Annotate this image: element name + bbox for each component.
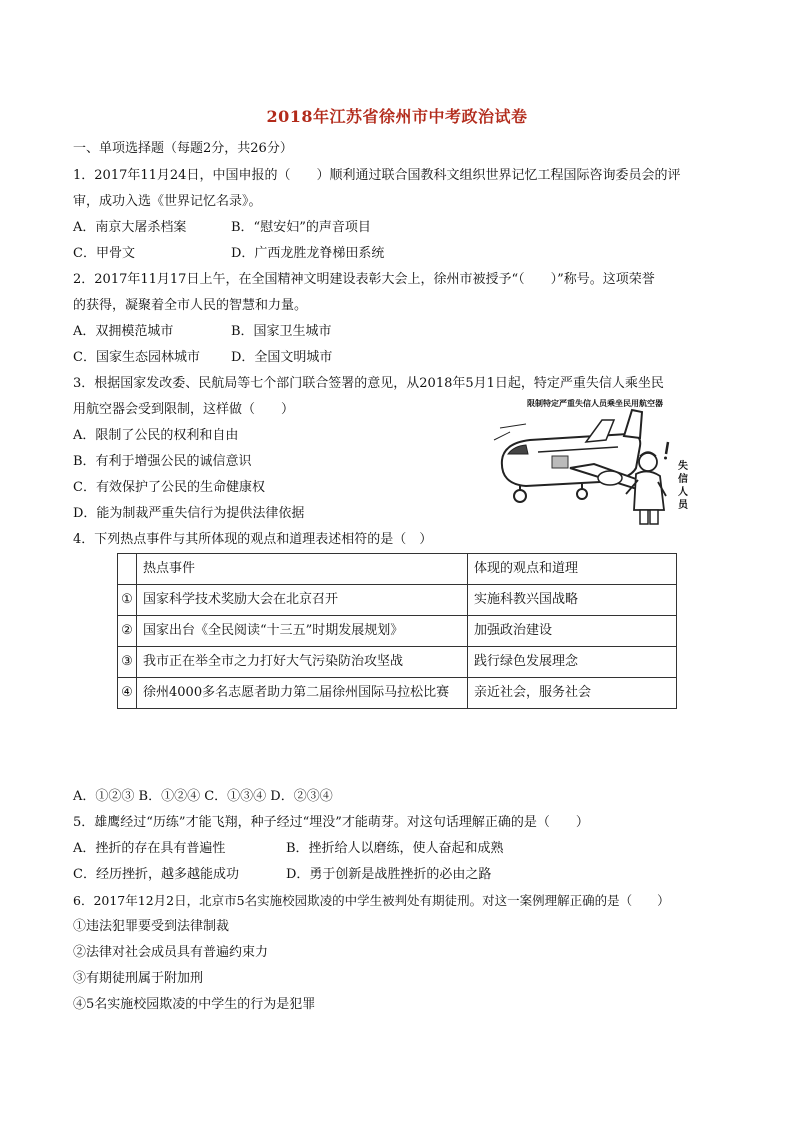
question-6-item-4: ④5名实施校园欺凌的中学生的行为是犯罪 [73,997,316,1012]
page-title: 2018年江苏省徐州市中考政治试卷 [266,107,528,126]
question-4-options: A．①②③ B．①②④ C．①③④ D．②③④ [73,789,333,804]
question-1-stem-line1: 1．2017年11月24日，中国申报的（ ）顺利通过联合国教科文组织世界记忆工程国际咨询委员会的评 [73,168,681,183]
table-row [118,647,677,678]
question-4-stem: 4．下列热点事件与其所体现的观点和道理表述相符的是（ ） [73,532,433,547]
question-3-option-d: D．能为制裁严重失信行为提供法律依据 [73,506,305,521]
airplane-illustration [490,398,700,528]
row-number: ① [118,585,137,616]
question-5-option-b: B．挫折给人以磨练，使人奋起和成熟 [286,841,504,856]
question-5-option-a: A．挫折的存在具有普遍性 [73,841,226,856]
row-number: ② [118,616,137,647]
table-row [118,585,677,616]
question-6-stem: 6．2017年12月2日，北京市5名实施校园欺凌的中学生被判处有期徒刑。对这一案例理解正确的是（ ） [73,893,670,908]
question-2-option-b: B．国家卫生城市 [231,324,332,339]
question-2-option-a: A．双拥模范城市 [73,324,174,339]
question-2-option-d: D．全国文明城市 [231,350,333,365]
row-event: 国家科学技术奖励大会在北京召开 [137,585,468,616]
question-5-option-c: C．经历挫折，越多越能成功 [73,867,239,882]
row-event: 我市正在举全市之力打好大气污染防治攻坚战 [137,647,468,678]
row-meaning: 践行绿色发展理念 [468,647,677,678]
row-event: 徐州4000多名志愿者助力第二届徐州国际马拉松比赛 [137,678,468,709]
table-header-meaning: 体现的观点和道理 [468,554,677,585]
question-1-option-d: D．广西龙胜龙脊梯田系统 [231,246,385,261]
hot-events-table [117,553,677,709]
question-6-item-3: ③有期徒刑属于附加刑 [73,971,204,986]
question-3-option-b: B．有利于增强公民的诚信意识 [73,454,252,469]
question-3-stem-line2: 用航空器会受到限制，这样做（ ） [73,402,295,417]
table-row [118,678,677,709]
airplane-cartoon-icon [490,398,700,528]
question-6-item-2: ②法律对社会成员具有普遍约束力 [73,945,269,960]
question-3-option-a: A．限制了公民的权利和自由 [73,428,239,443]
question-2-stem-line1: 2．2017年11月17日上午，在全国精神文明建设表彰大会上，徐州市被授予“（ ）”称号。这项荣誉 [73,272,655,287]
row-meaning: 实施科教兴国战略 [468,585,677,616]
question-2-option-c: C．国家生态园林城市 [73,350,200,365]
question-3-option-c: C．有效保护了公民的生命健康权 [73,480,265,495]
row-number: ③ [118,647,137,678]
table-header-event: 热点事件 [137,554,468,585]
figure-label: 失信人员 [678,461,688,511]
table-header-num [118,554,137,585]
table-row [118,616,677,647]
question-3-stem-line1: 3．根据国家发改委、民航局等七个部门联合签署的意见，从2018年5月1日起，特定严重失信人乘坐民 [73,376,664,391]
section-heading: 一、单项选择题（每题2分，共26分） [73,141,293,156]
table-header-row [118,554,677,585]
question-1-option-a: A．南京大屠杀档案 [73,220,187,235]
question-5-option-d: D．勇于创新是战胜挫折的必由之路 [286,867,492,882]
question-1-option-b: B．“慰安妇”的声音项目 [231,220,371,235]
row-event: 国家出台《全民阅读“十三五”时期发展规划》 [137,616,468,647]
question-5-stem: 5．雄鹰经过“历练”才能飞翔，种子经过“埋没”才能萌芽。对这句话理解正确的是（ ） [73,815,589,830]
question-2-stem-line2: 的获得，凝聚着全市人民的智慧和力量。 [73,298,308,313]
question-1-option-c: C．甲骨文 [73,246,135,261]
question-1-stem-line2: 审，成功入选《世界记忆名录》。 [73,194,262,209]
row-meaning: 加强政治建设 [468,616,677,647]
question-6-item-1: ①违法犯罪要受到法律制裁 [73,919,230,934]
figure-caption: 限制特定严重失信人员乘坐民用航空器 [527,399,663,408]
row-meaning: 亲近社会，服务社会 [468,678,677,709]
row-number: ④ [118,678,137,709]
